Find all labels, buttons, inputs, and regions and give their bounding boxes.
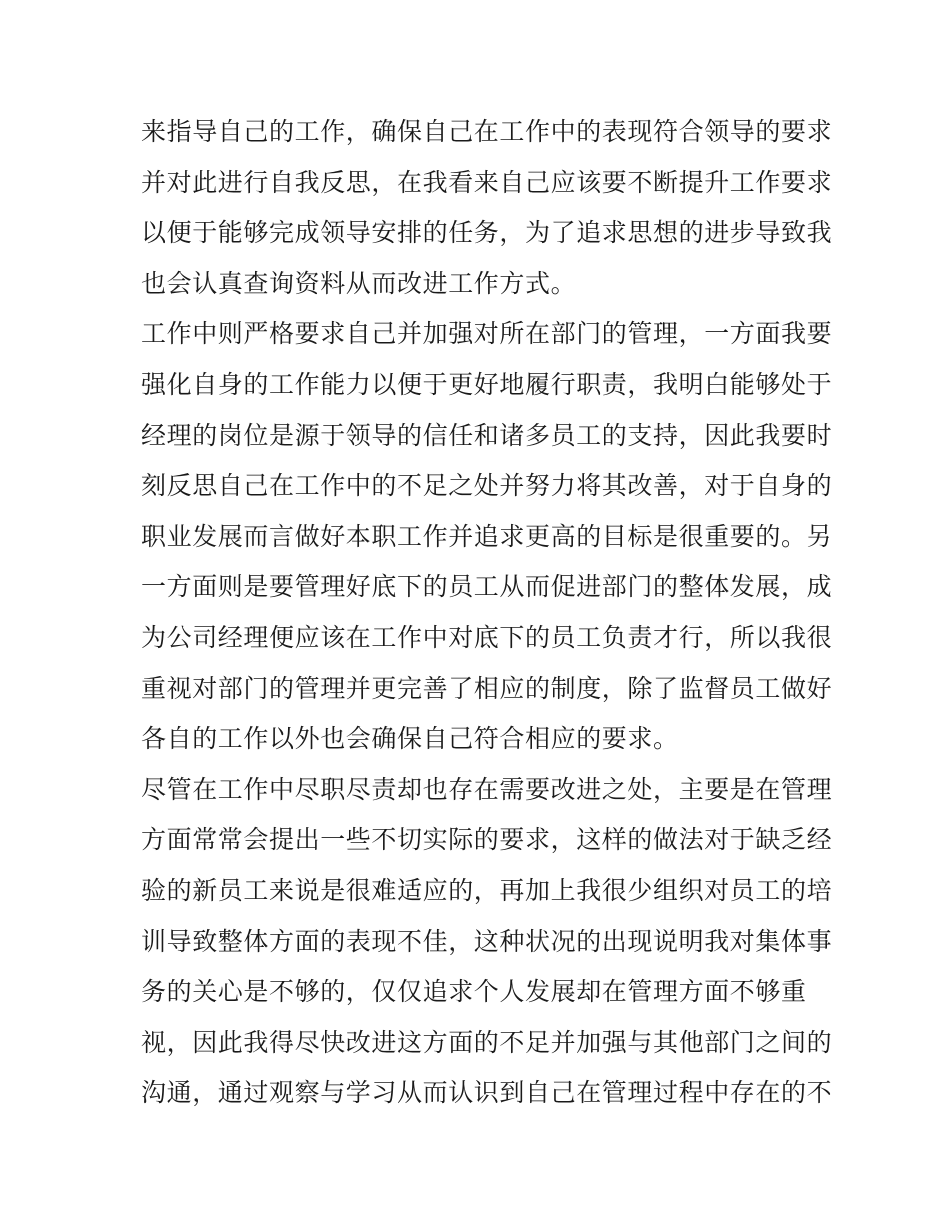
text-line: 视，因此我得尽快改进这方面的不足并加强与其他部门之间的 bbox=[141, 1027, 833, 1057]
text-line: 沟通，通过观察与学习从而认识到自己在管理过程中存在的不 bbox=[141, 1078, 833, 1108]
text-line: 一方面则是要管理好底下的员工从而促进部门的整体发展，成 bbox=[141, 572, 833, 602]
text-line: 强化自身的工作能力以便于更好地履行职责，我明白能够处于 bbox=[141, 369, 833, 399]
text-line: 职业发展而言做好本职工作并追求更高的目标是很重要的。另 bbox=[141, 521, 833, 551]
text-line: 为公司经理便应该在工作中对底下的员工负责才行，所以我很 bbox=[141, 622, 833, 652]
text-line: 并对此进行自我反思，在我看来自己应该要不断提升工作要求 bbox=[141, 167, 833, 197]
text-line: 尽管在工作中尽职尽责却也存在需要改进之处，主要是在管理 bbox=[141, 774, 833, 804]
text-line: 方面常常会提出一些不切实际的要求，这样的做法对于缺乏经 bbox=[141, 825, 833, 855]
text-line: 经理的岗位是源于领导的信任和诸多员工的支持，因此我要时 bbox=[141, 420, 833, 450]
text-line: 训导致整体方面的表现不佳，这种状况的出现说明我对集体事 bbox=[141, 926, 833, 956]
text-line: 各自的工作以外也会确保自己符合相应的要求。 bbox=[141, 724, 679, 754]
text-line: 工作中则严格要求自己并加强对所在部门的管理，一方面我要 bbox=[141, 319, 833, 349]
text-line: 验的新员工来说是很难适应的，再加上我很少组织对员工的培 bbox=[141, 875, 833, 905]
text-line: 刻反思自己在工作中的不足之处并努力将其改善，对于自身的 bbox=[141, 471, 833, 501]
text-line: 重视对部门的管理并更完善了相应的制度，除了监督员工做好 bbox=[141, 673, 833, 703]
text-line: 也会认真查询资料从而改进工作方式。 bbox=[141, 268, 577, 298]
body-text bbox=[141, 107, 833, 1119]
text-line: 以便于能够完成领导安排的任务，为了追求思想的进步导致我 bbox=[141, 218, 833, 248]
text-line: 务的关心是不够的，仅仅追求个人发展却在管理方面不够重 bbox=[141, 977, 807, 1007]
text-line: 来指导自己的工作，确保自己在工作中的表现符合领导的要求 bbox=[141, 117, 833, 146]
